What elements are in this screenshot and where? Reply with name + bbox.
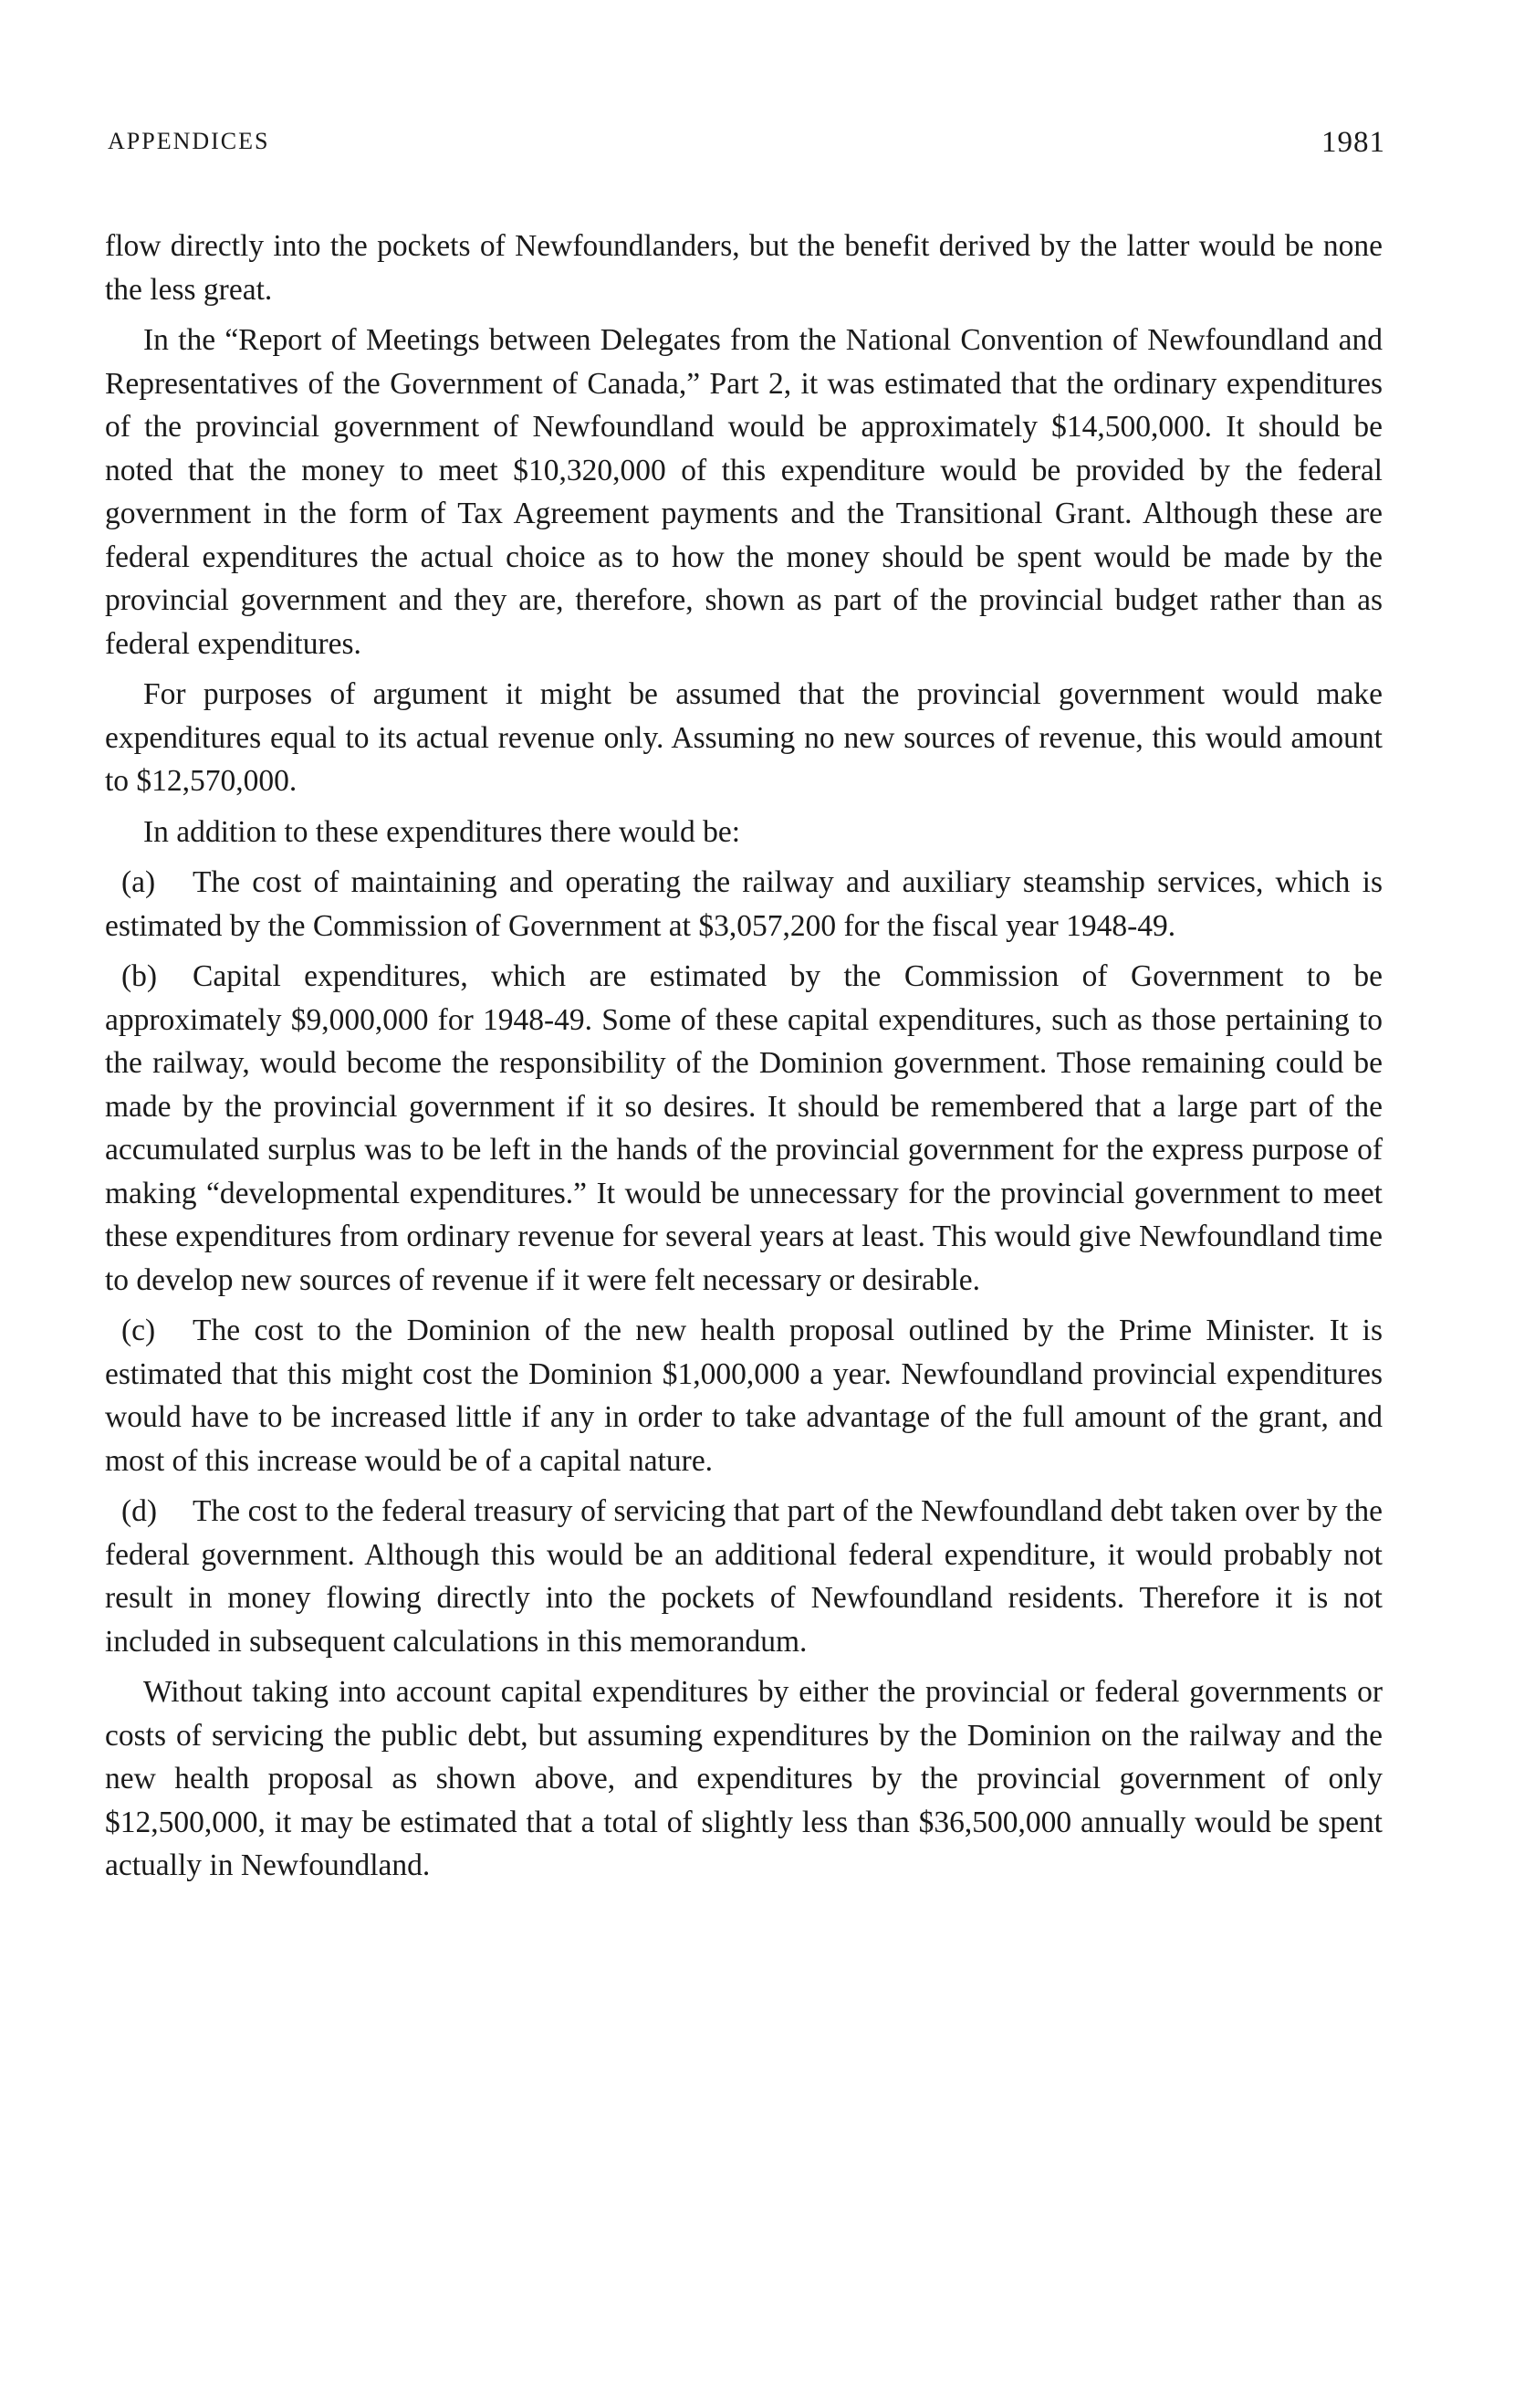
list-item-text: Capital expenditures, which are estimated by the Commission of Government to be approximately $9,000,000 for 1948-49. Some of these capital expenditures, such as those pertaining to the railway, would become the responsibility of the Dominion government. Those remaining could be made by the provincial government if it so desires. It should be remembered that a large part of the accumulated surplus was to be left in the hands of the provincial government for the express purpose of making “developmental expenditures.” It would be unnecessary for the provincial government to meet these expenditures from ordinary revenue for several years at least. This would give Newfoundland time to develop new sources of revenue if it were felt necessary or desirable. [105, 959, 1383, 1297]
list-marker: (a) [121, 865, 156, 899]
list-item-text: The cost to the Dominion of the new health proposal outlined by the Prime Minister. It is estimated that this might cost the Dominion $1,000,000 a year. Newfoundland provincial expenditures would have to be increased little if any in order to take advantage of the full amount of the grant, and most of this increase would be of a capital nature. [105, 1314, 1383, 1478]
list-item-c [105, 1309, 1383, 1482]
book-page [105, 117, 1385, 1882]
list-item-text: The cost of maintaining and operating the railway and auxiliary steamship services, which is estimated by the Commission of Government at $3,057,200 for the fiscal year 1948-49. [105, 865, 1383, 943]
page-number: 1981 [1321, 126, 1385, 159]
paragraph-in-addition: In addition to these expenditures there would be: [143, 814, 741, 849]
list-item-b [105, 955, 1383, 1302]
paragraph-continuation: flow directly into the pockets of Newfoundlanders, but the benefit derived by the latter would be none the less great. [105, 229, 1383, 307]
body-text [105, 225, 1383, 1895]
list-item-a [105, 861, 1383, 947]
section-title: APPENDICES [108, 128, 270, 154]
list-item-text: The cost to the federal treasury of servicing that part of the Newfoundland debt taken over by the federal government. Although this would be an additional federal expenditure, it would probably not result in money flowing directly into the pockets of Newfoundland residents. Therefore it is not included in subsequent calculations in this memorandum. [105, 1494, 1383, 1659]
list-marker: (d) [121, 1494, 158, 1528]
paragraph-conclusion: Without taking into account capital expenditures by either the provincial or federal governments or costs of servicing the public debt, but assuming expenditures by the Dominion on the railway and the new health proposal as shown above, and expenditures by the provincial government of only $12,500,000, it may be estimated that a total of slightly less than $36,500,000 annually would be spent actually in Newfoundland. [105, 1675, 1383, 1882]
paragraph-report-of-meetings: In the “Report of Meetings between Delegates from the National Convention of Newfoundland and Representatives of the Government of Canada,” Part 2, it was estimated that the ordinary expenditures of the provincial government of Newfoundland would be approximately $14,500,000. It should be noted that the money to meet $10,320,000 of this expenditure would be provided by the federal government in the form of Tax Agreement payments and the Transitional Grant. Although these are federal expenditures the actual choice as to how the money should be spent would be made by the provincial government and they are, therefore, shown as part of the provincial budget rather than as federal expenditures. [105, 323, 1383, 661]
list-item-d [105, 1490, 1383, 1663]
list-marker: (c) [121, 1314, 156, 1347]
paragraph-purposes-of-argument: For purposes of argument it might be assumed that the provincial government would make expenditures equal to its actual revenue only. Assuming no new sources of revenue, this would amount to $12,570,000. [105, 677, 1383, 798]
running-header [105, 117, 1383, 172]
list-marker: (b) [121, 959, 158, 993]
